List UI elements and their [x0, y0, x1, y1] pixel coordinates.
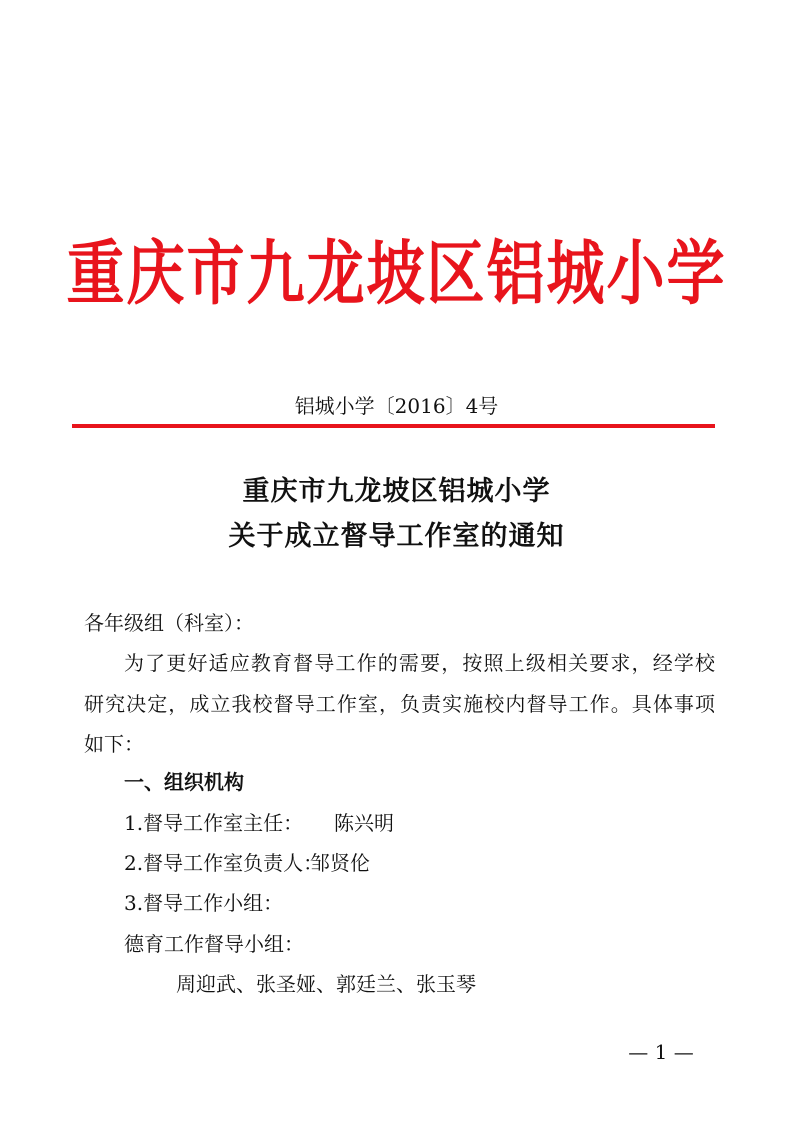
item-working-group-label: 3.督导工作小组： — [124, 891, 284, 915]
salutation: 各年级组（科室）： — [84, 611, 254, 635]
paragraph-line-2: 研究决定，成立我校督导工作室，负责实施校内督导工作。具体事项 — [84, 692, 715, 716]
subgroup-label: 德育工作督导小组： — [124, 932, 304, 956]
page-number: — 1 — — [628, 1040, 694, 1064]
paragraph-line-3: 如下： — [84, 732, 144, 756]
paragraph-line-1: 为了更好适应教育督导工作的需要，按照上级相关要求，经学校 — [124, 651, 715, 675]
document-number: 铝城小学〔2016〕4号 — [294, 394, 499, 418]
masthead-title: 重庆市九龙坡区铝城小学 — [66, 232, 727, 315]
section-heading-organization: 一、组织机构 — [124, 770, 244, 794]
item-director-label: 1.督导工作室主任： — [124, 811, 304, 835]
notice-title-line-1: 重庆市九龙坡区铝城小学 — [242, 476, 551, 507]
notice-title-line-2: 关于成立督导工作室的通知 — [228, 521, 565, 552]
item-director-value: 陈兴明 — [334, 811, 394, 835]
item-leader-label: 2.督导工作室负责人： — [124, 851, 324, 875]
item-leader-value: 邹贤伦 — [310, 851, 370, 875]
subgroup-members: 周迎武、张圣娅、郭廷兰、张玉琴 — [176, 972, 476, 996]
red-divider-rule — [72, 424, 715, 428]
